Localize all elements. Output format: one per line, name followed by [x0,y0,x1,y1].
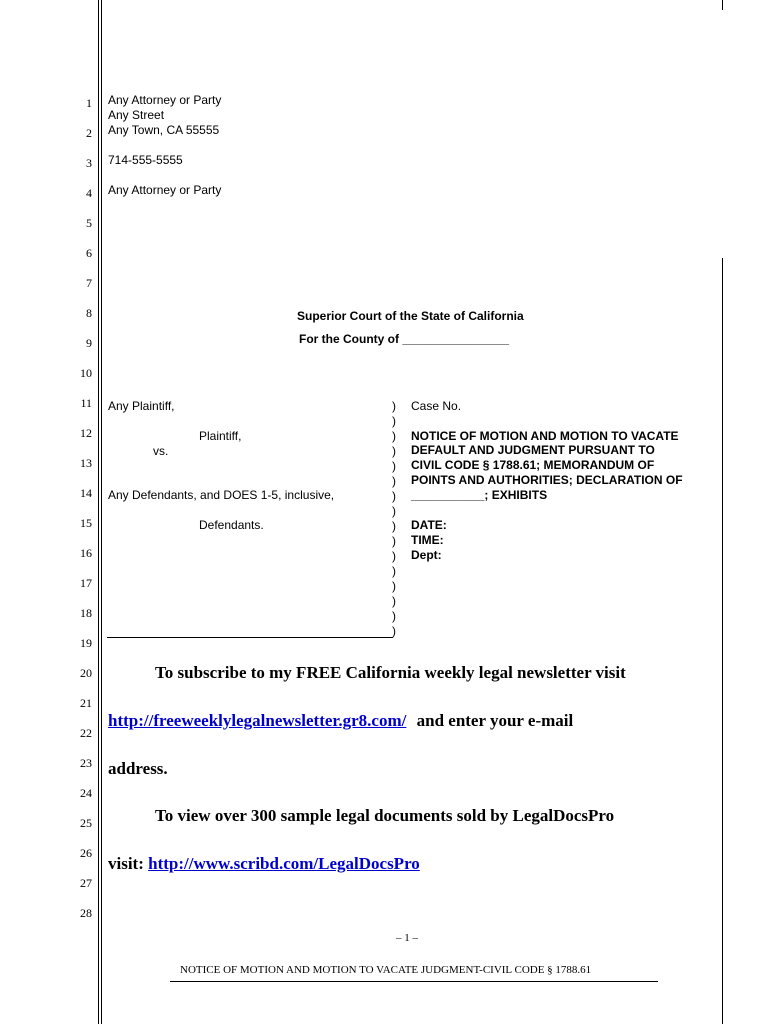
line-number: 27 [80,876,92,890]
visit-label: visit: [108,854,144,873]
caption-paren: ) [392,399,396,413]
right-margin-rule [722,258,723,1024]
caption-paren: ) [392,519,396,533]
line-number: 5 [86,216,92,230]
caption-underline [107,637,393,638]
defendants-name: Any Defendants, and DOES 1-5, inclusive, [108,488,335,502]
attorney-phone: 714-555-5555 [108,153,183,167]
line-number: 11 [80,396,92,410]
line-number: 7 [86,276,92,290]
plaintiff-role: Plaintiff, [199,429,242,443]
subscribe-text-line1: To subscribe to my FREE California weekly legal newsletter visit [155,663,626,682]
line-number: 4 [86,186,92,200]
subscribe-text-line2 [108,711,573,731]
footer-title: NOTICE OF MOTION AND MOTION TO VACATE JUDGMENT-CIVIL CODE § 1788.61 [180,964,592,976]
left-margin-rule-inner [101,0,102,1024]
hearing-date-label: DATE: [411,518,447,532]
attorney-street: Any Street [108,108,165,122]
newsletter-link[interactable]: http://freeweeklylegalnewsletter.gr8.com/ [108,711,407,730]
caption-paren: ) [392,414,396,428]
versus-label: vs. [153,444,169,458]
line-number: 6 [86,246,92,260]
line-number: 26 [80,846,92,860]
document-title-line: NOTICE OF MOTION AND MOTION TO VACATE [411,429,679,443]
subscribe-text-rest: and enter your e-mail [416,711,574,730]
caption-paren: ) [392,624,396,638]
line-number: 8 [86,306,92,320]
document-title-line: CIVIL CODE § 1788.61; MEMORANDUM OF [411,458,655,472]
left-margin-rule-outer [98,0,99,1024]
hearing-time-label: TIME: [411,533,444,547]
scribd-link[interactable]: http://www.scribd.com/LegalDocsPro [148,854,420,873]
hearing-dept-label: Dept: [411,548,442,562]
line-number: 3 [86,156,92,170]
defendants-role: Defendants. [199,518,264,532]
caption-paren: ) [392,609,396,623]
line-number: 9 [86,336,92,350]
view-text-line2 [108,854,420,874]
caption-paren: ) [392,474,396,488]
caption-paren: ) [392,579,396,593]
line-number: 24 [80,786,92,800]
attorney-for: Any Attorney or Party [108,183,222,197]
line-number: 10 [80,366,92,380]
caption-paren: ) [392,564,396,578]
view-text-line1: To view over 300 sample legal documents sold by LegalDocsPro [155,806,615,825]
line-number: 28 [80,906,92,920]
line-number: 22 [80,726,92,740]
attorney-city: Any Town, CA 55555 [108,123,220,137]
caption-paren: ) [392,549,396,563]
right-margin-rule-top [722,0,723,10]
page-number: – 1 – [396,932,418,944]
attorney-name: Any Attorney or Party [108,93,222,107]
caption-paren: ) [392,444,396,458]
caption-paren: ) [392,534,396,548]
line-number: 23 [80,756,92,770]
line-number: 17 [80,576,92,590]
caption-paren: ) [392,429,396,443]
line-number: 21 [80,696,92,710]
line-number: 16 [80,546,92,560]
footer-rule [170,981,658,982]
subscribe-text-line3: address. [108,759,168,778]
caption-paren: ) [392,459,396,473]
document-title-line: DEFAULT AND JUDGMENT PURSUANT TO [411,443,655,457]
line-number: 12 [80,426,92,440]
document-title-line: POINTS AND AUTHORITIES; DECLARATION OF [411,473,683,487]
line-number: 13 [80,456,92,470]
line-number: 15 [80,516,92,530]
court-county: For the County of ________________ [299,332,510,346]
line-number: 25 [80,816,92,830]
line-number: 18 [80,606,92,620]
caption-paren: ) [392,489,396,503]
line-number: 19 [80,636,92,650]
caption-paren: ) [392,594,396,608]
line-number: 2 [86,126,92,140]
plaintiff-name: Any Plaintiff, [108,399,175,413]
case-number-label: Case No. [411,399,462,413]
document-title-line: ___________; EXHIBITS [411,488,548,502]
line-number: 20 [80,666,92,680]
court-title: Superior Court of the State of California [297,309,524,323]
line-number: 1 [86,96,92,110]
line-number: 14 [80,486,92,500]
caption-paren: ) [392,504,396,518]
